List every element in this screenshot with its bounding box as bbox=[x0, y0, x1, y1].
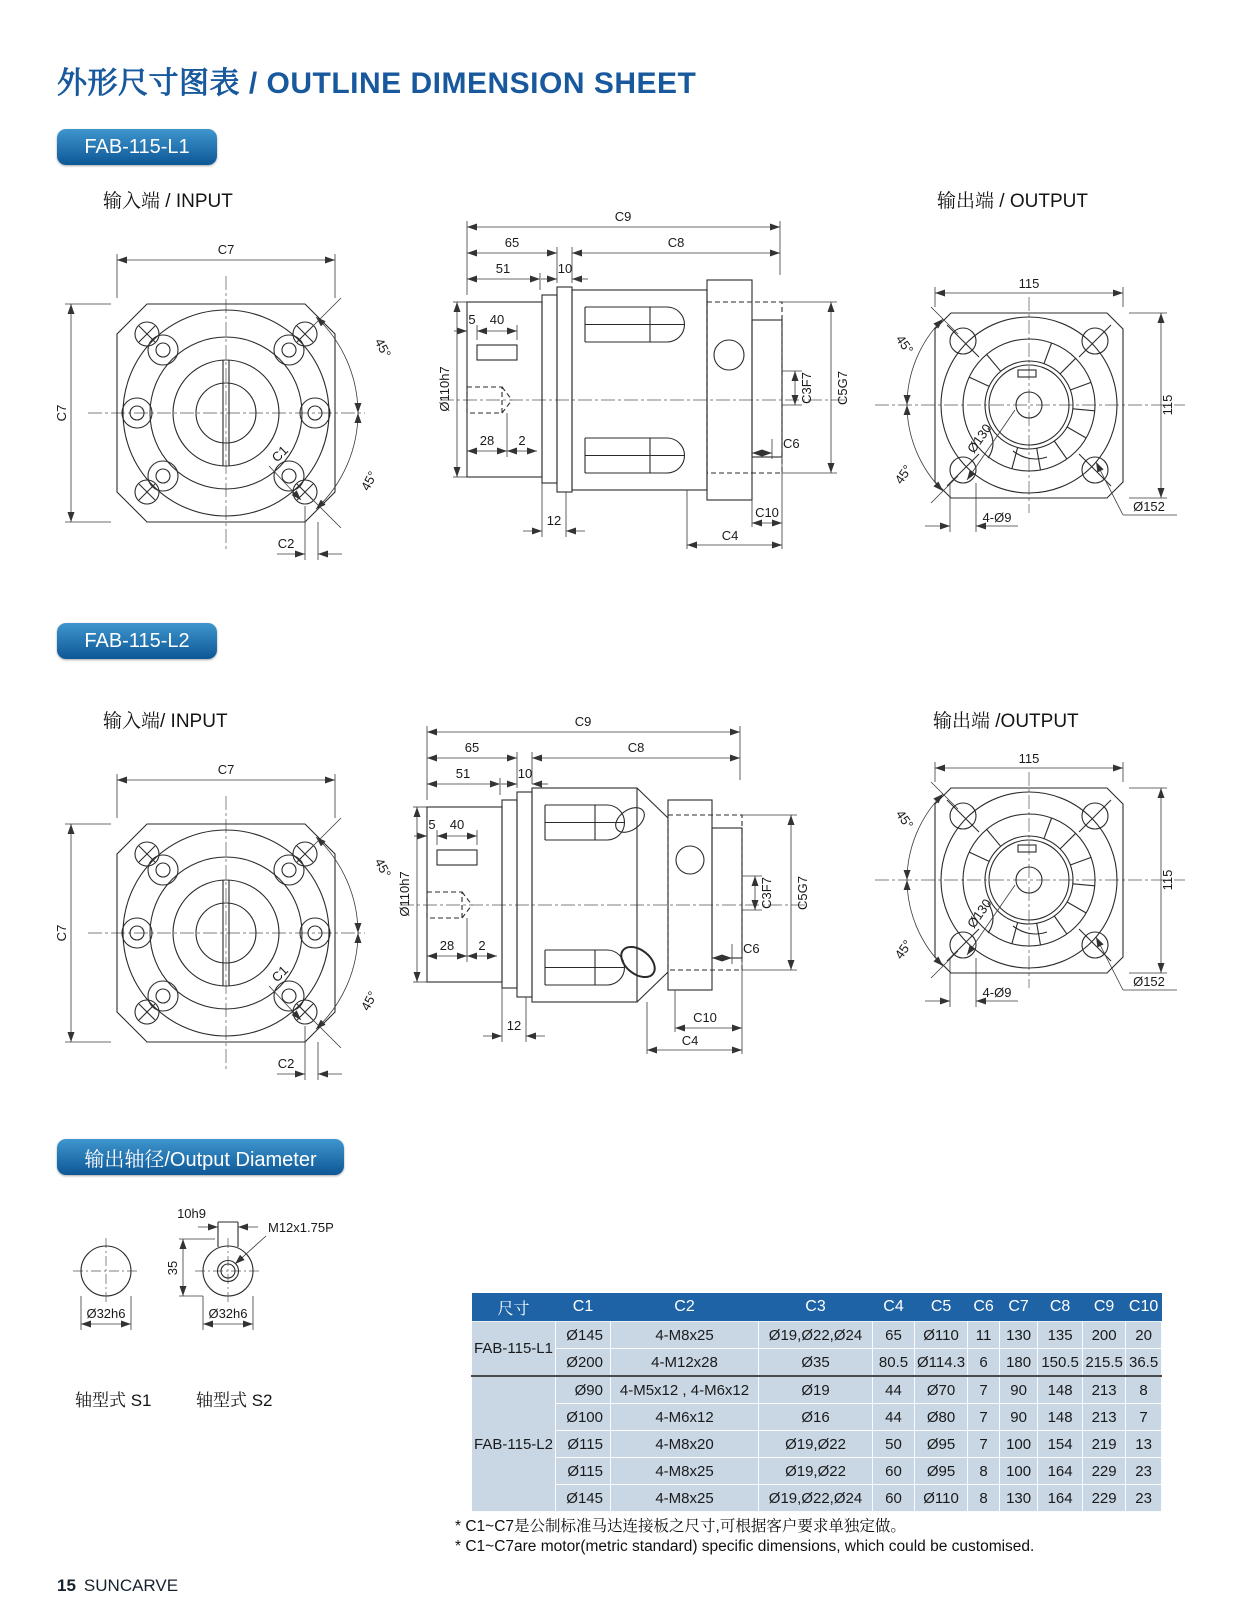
cell: 7 bbox=[968, 1431, 1000, 1458]
cell: 20 bbox=[1126, 1322, 1162, 1349]
l2-output-label: 输出端 /OUTPUT bbox=[933, 711, 1079, 732]
dim-label-c1: C1 bbox=[268, 962, 291, 985]
cell: Ø110 bbox=[915, 1485, 968, 1512]
dim-label-10: 10 bbox=[557, 261, 573, 276]
l1-side-view-drawing bbox=[435, 195, 865, 560]
group-label-l1: FAB-115-L1 bbox=[472, 1322, 556, 1377]
cell: Ø90 bbox=[556, 1376, 611, 1404]
l1-input-label: 输入端 / INPUT bbox=[103, 191, 233, 212]
cell: 90 bbox=[1000, 1404, 1038, 1431]
centerlines bbox=[875, 772, 1185, 988]
cell: 4-M8x25 bbox=[611, 1322, 759, 1349]
dim-label-45-lower: 45° bbox=[357, 468, 381, 494]
cell: 148 bbox=[1038, 1376, 1083, 1404]
dim-label-115-right: 115 bbox=[1160, 869, 1175, 891]
dim-label-dia130: Ø130 bbox=[964, 421, 995, 456]
dim-label-dia152: Ø152 bbox=[1133, 499, 1165, 514]
col-header-c4: C4 bbox=[873, 1293, 915, 1322]
l1-output-view-drawing bbox=[855, 245, 1250, 605]
col-header-c6: C6 bbox=[968, 1293, 1000, 1322]
dim-label-4-dia9: 4-Ø9 bbox=[982, 985, 1012, 1000]
table-row bbox=[472, 1485, 1162, 1512]
badge-output-diameter: 输出轴径/Output Diameter bbox=[57, 1139, 344, 1175]
dimension-lines bbox=[65, 254, 358, 560]
col-header-c1: C1 bbox=[556, 1293, 611, 1322]
cell: Ø80 bbox=[915, 1404, 968, 1431]
cell: 8 bbox=[1126, 1376, 1162, 1404]
dim-label-2: 2 bbox=[518, 433, 526, 448]
dim-label-c8: C8 bbox=[627, 740, 645, 755]
dim-label-51: 51 bbox=[455, 766, 471, 781]
output-shaft-drawing bbox=[55, 1180, 415, 1395]
cell: Ø16 bbox=[759, 1404, 873, 1431]
l2-input-view-drawing bbox=[55, 758, 400, 1088]
col-header-c7: C7 bbox=[1000, 1293, 1038, 1322]
dim-label-45-lower: 45° bbox=[891, 937, 916, 962]
table-row bbox=[472, 1431, 1162, 1458]
footnote-cn: * C1~C7是公制标准马达连接板之尺寸,可根据客户要求单独定做。 bbox=[455, 1518, 906, 1535]
cell: 7 bbox=[1126, 1404, 1162, 1431]
cell: Ø115 bbox=[556, 1458, 611, 1485]
dim-label-65: 65 bbox=[504, 235, 520, 250]
dim-label-c8: C8 bbox=[667, 235, 685, 250]
table-row bbox=[472, 1349, 1162, 1377]
dim-label-45-upper: 45° bbox=[371, 855, 395, 881]
dim-label-12: 12 bbox=[506, 1018, 522, 1033]
table-row bbox=[472, 1376, 1162, 1404]
cell: 7 bbox=[968, 1404, 1000, 1431]
dimension-lines bbox=[65, 774, 358, 1080]
part-outline bbox=[467, 280, 782, 500]
cell: Ø200 bbox=[556, 1349, 611, 1377]
dim-label-c7-top: C7 bbox=[217, 762, 235, 777]
dim-label-40: 40 bbox=[449, 817, 465, 832]
dim-label-115-right: 115 bbox=[1160, 394, 1175, 416]
page-number: 15 bbox=[57, 1576, 76, 1595]
centerlines bbox=[875, 297, 1185, 513]
dim-label-c5g7: C5G7 bbox=[795, 876, 810, 910]
dim-label-c6: C6 bbox=[783, 436, 800, 451]
cell: 213 bbox=[1083, 1404, 1126, 1431]
dim-label-c6: C6 bbox=[743, 941, 760, 956]
col-header-c5: C5 bbox=[915, 1293, 968, 1322]
cell: 60 bbox=[873, 1485, 915, 1512]
cell: 154 bbox=[1038, 1431, 1083, 1458]
dim-label-115-top: 115 bbox=[1018, 276, 1040, 291]
brand-name: SUNCARVE bbox=[83, 1576, 179, 1595]
cell: Ø19,Ø22 bbox=[759, 1431, 873, 1458]
dim-label-40: 40 bbox=[489, 312, 505, 327]
cell: 4-M8x20 bbox=[611, 1431, 759, 1458]
shaft-type-s1-label: 轴型式 S1 bbox=[75, 1391, 152, 1410]
dim-label-c2: C2 bbox=[277, 536, 295, 551]
dimension-lines bbox=[453, 221, 837, 549]
cell: 100 bbox=[1000, 1431, 1038, 1458]
cell: 200 bbox=[1083, 1322, 1126, 1349]
cell: 164 bbox=[1038, 1458, 1083, 1485]
dim-label-28: 28 bbox=[479, 433, 495, 448]
col-header-c10: C10 bbox=[1126, 1293, 1162, 1322]
badge-fab-115-l1: FAB-115-L1 bbox=[57, 129, 217, 165]
cell: 44 bbox=[873, 1404, 915, 1431]
cell: 4-M8x25 bbox=[611, 1485, 759, 1512]
table-row bbox=[472, 1458, 1162, 1485]
cell: 164 bbox=[1038, 1485, 1083, 1512]
l2-output-view-drawing bbox=[855, 720, 1250, 1080]
cell: 23 bbox=[1126, 1485, 1162, 1512]
cell: Ø95 bbox=[915, 1458, 968, 1485]
dim-label-35: 35 bbox=[165, 1260, 180, 1276]
table-header-row bbox=[472, 1293, 1162, 1322]
cell: 23 bbox=[1126, 1458, 1162, 1485]
cell: Ø115 bbox=[556, 1431, 611, 1458]
dim-label-c3f7: C3F7 bbox=[799, 372, 814, 404]
dim-label-dia130: Ø130 bbox=[964, 896, 995, 931]
dim-label-dia32-s1: Ø32h6 bbox=[86, 1306, 126, 1321]
dim-label-5: 5 bbox=[468, 312, 476, 327]
cell: 7 bbox=[968, 1376, 1000, 1404]
cell: 44 bbox=[873, 1376, 915, 1404]
cell: Ø145 bbox=[556, 1322, 611, 1349]
dim-label-dia152: Ø152 bbox=[1133, 974, 1165, 989]
cell: Ø19 bbox=[759, 1376, 873, 1404]
cell: Ø100 bbox=[556, 1404, 611, 1431]
cell: 80.5 bbox=[873, 1349, 915, 1377]
dim-label-c7-left: C7 bbox=[54, 404, 69, 422]
dim-label-45-upper: 45° bbox=[892, 332, 917, 357]
dim-label-c5g7: C5G7 bbox=[835, 371, 850, 405]
l2-input-label: 输入端/ INPUT bbox=[103, 711, 228, 732]
cell: Ø19,Ø22,Ø24 bbox=[759, 1322, 873, 1349]
cell: 229 bbox=[1083, 1485, 1126, 1512]
dim-label-45-lower: 45° bbox=[891, 462, 916, 487]
dim-label-c2: C2 bbox=[277, 1056, 295, 1071]
col-header-c9: C9 bbox=[1083, 1293, 1126, 1322]
dim-label-c7-left: C7 bbox=[54, 924, 69, 942]
cell: Ø95 bbox=[915, 1431, 968, 1458]
cell: 8 bbox=[968, 1458, 1000, 1485]
dim-label-c4: C4 bbox=[681, 1033, 699, 1048]
cell: 4-M6x12 bbox=[611, 1404, 759, 1431]
cell: 36.5 bbox=[1126, 1349, 1162, 1377]
cell: 4-M12x28 bbox=[611, 1349, 759, 1377]
dim-label-c9: C9 bbox=[574, 714, 592, 729]
badge-fab-115-l2: FAB-115-L2 bbox=[57, 623, 217, 659]
dim-label-2: 2 bbox=[478, 938, 486, 953]
cell: 229 bbox=[1083, 1458, 1126, 1485]
dim-label-5: 5 bbox=[428, 817, 436, 832]
l1-input-view-drawing bbox=[55, 238, 400, 568]
dim-label-12: 12 bbox=[546, 513, 562, 528]
footnote-en: * C1~C7are motor(metric standard) specific dimensions, which could be customised. bbox=[455, 1538, 1035, 1555]
cell: 8 bbox=[968, 1485, 1000, 1512]
dim-label-c10: C10 bbox=[693, 1010, 717, 1025]
cell: 90 bbox=[1000, 1376, 1038, 1404]
cell: 13 bbox=[1126, 1431, 1162, 1458]
cell: Ø110 bbox=[915, 1322, 968, 1349]
cell: 213 bbox=[1083, 1376, 1126, 1404]
dim-label-10: 10 bbox=[517, 766, 533, 781]
dim-label-65: 65 bbox=[464, 740, 480, 755]
cell: Ø35 bbox=[759, 1349, 873, 1377]
shaft-type-s2-label: 轴型式 S2 bbox=[196, 1391, 273, 1410]
cell: 219 bbox=[1083, 1431, 1126, 1458]
cell: 11 bbox=[968, 1322, 1000, 1349]
cell: 6 bbox=[968, 1349, 1000, 1377]
col-header-c2: C2 bbox=[611, 1293, 759, 1322]
cell: Ø70 bbox=[915, 1376, 968, 1404]
cell: 50 bbox=[873, 1431, 915, 1458]
cell: Ø114.3 bbox=[915, 1349, 968, 1377]
cell: 65 bbox=[873, 1322, 915, 1349]
dim-label-thread: M12x1.75P bbox=[268, 1220, 334, 1235]
dimension-table bbox=[471, 1293, 1162, 1512]
dim-label-c1: C1 bbox=[268, 442, 291, 465]
dim-label-c9: C9 bbox=[614, 209, 632, 224]
col-header-size: 尺寸 bbox=[472, 1293, 556, 1322]
dim-label-c10: C10 bbox=[755, 505, 779, 520]
dim-label-4-dia9: 4-Ø9 bbox=[982, 510, 1012, 525]
col-header-c8: C8 bbox=[1038, 1293, 1083, 1322]
dim-label-45-upper: 45° bbox=[371, 335, 395, 361]
group-label-l2: FAB-115-L2 bbox=[472, 1376, 556, 1512]
dim-label-45-upper: 45° bbox=[892, 807, 917, 832]
cell: 4-M5x12 , 4-M6x12 bbox=[611, 1376, 759, 1404]
cell: 130 bbox=[1000, 1485, 1038, 1512]
part-outline bbox=[427, 788, 742, 1002]
dim-label-c3f7: C3F7 bbox=[759, 877, 774, 909]
cell: 148 bbox=[1038, 1404, 1083, 1431]
dim-label-dia110h7: Ø110h7 bbox=[397, 871, 412, 917]
cell: 215.5 bbox=[1083, 1349, 1126, 1377]
part-outline bbox=[81, 1222, 253, 1296]
l1-output-label: 输出端 / OUTPUT bbox=[937, 191, 1088, 212]
cell: Ø19,Ø22,Ø24 bbox=[759, 1485, 873, 1512]
cell: 100 bbox=[1000, 1458, 1038, 1485]
dim-label-c7-top: C7 bbox=[217, 242, 235, 257]
cell: 180 bbox=[1000, 1349, 1038, 1377]
dim-label-45-lower: 45° bbox=[357, 988, 381, 1014]
cell: 135 bbox=[1038, 1322, 1083, 1349]
cell: Ø19,Ø22 bbox=[759, 1458, 873, 1485]
cell: Ø145 bbox=[556, 1485, 611, 1512]
dim-label-dia32-s2: Ø32h6 bbox=[208, 1306, 248, 1321]
dim-label-10h9: 10h9 bbox=[177, 1206, 206, 1221]
table-row bbox=[472, 1404, 1162, 1431]
col-header-c3: C3 bbox=[759, 1293, 873, 1322]
cell: 60 bbox=[873, 1458, 915, 1485]
dim-label-c4: C4 bbox=[721, 528, 739, 543]
cell: 130 bbox=[1000, 1322, 1038, 1349]
dimension-lines bbox=[413, 726, 797, 1054]
page-title: 外形尺寸图表 / OUTLINE DIMENSION SHEET bbox=[57, 67, 697, 100]
table-row bbox=[472, 1322, 1162, 1349]
cell: 4-M8x25 bbox=[611, 1458, 759, 1485]
cell: 150.5 bbox=[1038, 1349, 1083, 1377]
dim-label-dia110h7: Ø110h7 bbox=[437, 366, 452, 412]
dim-label-28: 28 bbox=[439, 938, 455, 953]
dim-label-115-top: 115 bbox=[1018, 751, 1040, 766]
l2-side-view-drawing bbox=[395, 700, 825, 1065]
dim-label-51: 51 bbox=[495, 261, 511, 276]
page-footer bbox=[57, 1576, 178, 1596]
